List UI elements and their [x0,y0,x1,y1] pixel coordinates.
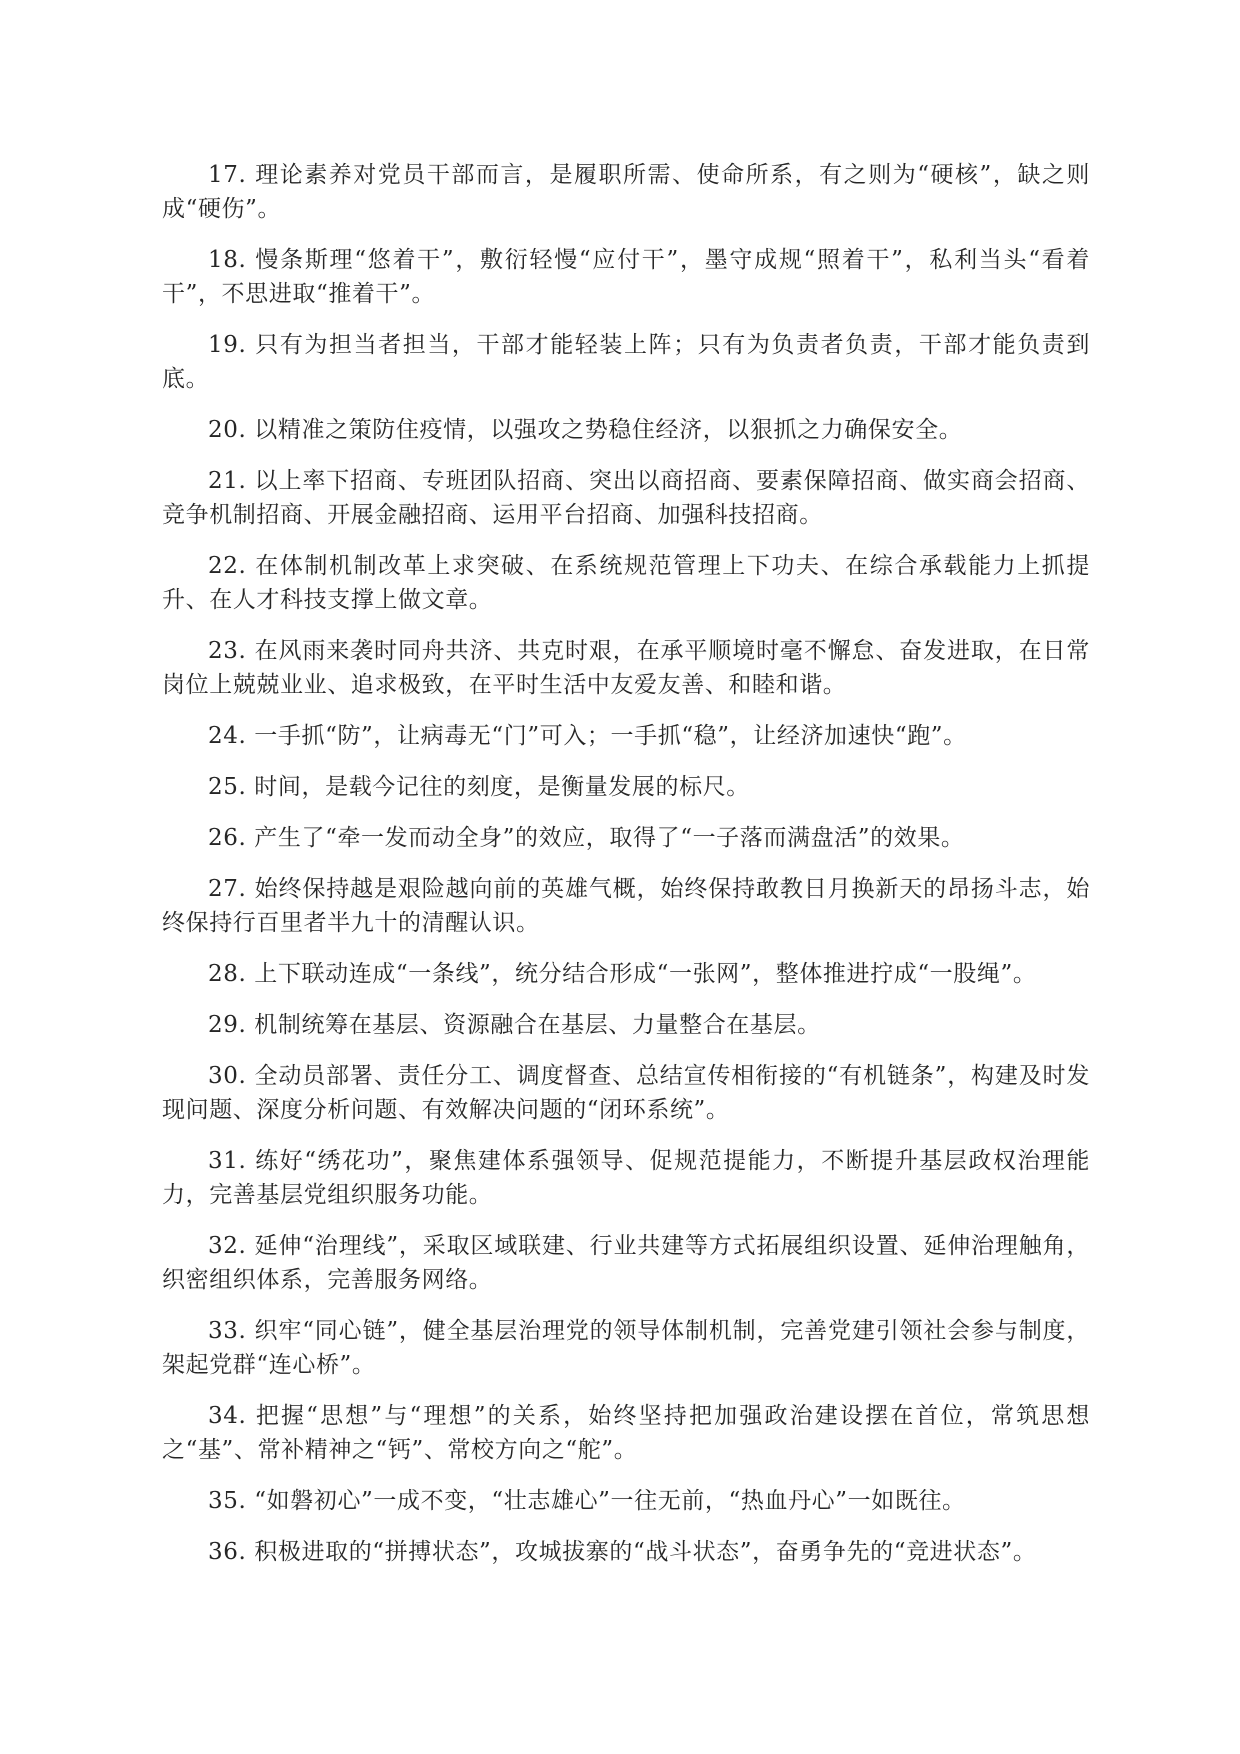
paragraph-25: 25. 时间，是载今记往的刻度，是衡量发展的标尺。 [208,774,750,800]
paragraph-30: 30. 全动员部署、责任分工、调度督查、总结宣传相衔接的“有机链条”，构建及时发现问题、深度分析问题、有效解决问题的“闭环系统”。 [162,1063,1090,1123]
paragraph-21: 21. 以上率下招商、专班团队招商、突出以商招商、要素保障招商、做实商会招商、竞争机制招商、开展金融招商、运用平台招商、加强科技招商。 [162,468,1090,528]
paragraph-36: 36. 积极进取的“拼搏状态”，攻城拔寨的“战斗状态”，奋勇争先的“竞进状态”。 [208,1539,1037,1565]
paragraph-26: 26. 产生了“牵一发而动全身”的效应，取得了“一子落而满盘活”的效果。 [208,825,965,851]
paragraph-18: 18. 慢条斯理“悠着干”，敷衍轻慢“应付干”，墨守成规“照着干”，私利当头“看着干”，不思进取“推着干”。 [162,247,1090,307]
paragraph-32: 32. 延伸“治理线”，采取区域联建、行业共建等方式拓展组织设置、延伸治理触角，织密组织体系，完善服务网络。 [162,1233,1090,1293]
paragraph-29: 29. 机制统筹在基层、资源融合在基层、力量整合在基层。 [208,1012,821,1038]
paragraph-31: 31. 练好“绣花功”，聚焦建体系强领导、促规范提能力，不断提升基层政权治理能力，完善基层党组织服务功能。 [162,1148,1090,1208]
paragraph-27: 27. 始终保持越是艰险越向前的英雄气概，始终保持敢教日月换新天的昂扬斗志，始终保持行百里者半九十的清醒认识。 [162,876,1090,936]
paragraph-22: 22. 在体制机制改革上求突破、在系统规范管理上下功夫、在综合承载能力上抓提升、在人才科技支撑上做文章。 [162,553,1090,613]
paragraph-28: 28. 上下联动连成“一条线”，统分结合形成“一张网”，整体推进拧成“一股绳”。 [208,961,1037,987]
document-body [162,158,1090,1586]
paragraph-35: 35. “如磐初心”一成不变，“壮志雄心”一往无前，“热血丹心”一如既往。 [208,1488,966,1514]
paragraph-23: 23. 在风雨来袭时同舟共济、共克时艰，在承平顺境时毫不懈怠、奋发进取，在日常岗位上兢兢业业、追求极致，在平时生活中友爱友善、和睦和谐。 [162,638,1090,698]
paragraph-17: 17. 理论素养对党员干部而言，是履职所需、使命所系，有之则为“硬核”，缺之则成“硬伤”。 [162,162,1090,222]
paragraph-33: 33. 织牢“同心链”，健全基层治理党的领导体制机制，完善党建引领社会参与制度，架起党群“连心桥”。 [162,1318,1090,1378]
paragraph-19: 19. 只有为担当者担当，干部才能轻装上阵；只有为负责者负责，干部才能负责到底。 [162,332,1090,392]
paragraph-20: 20. 以精准之策防住疫情，以强攻之势稳住经济，以狠抓之力确保安全。 [208,417,963,443]
paragraph-24: 24. 一手抓“防”，让病毒无“门”可入；一手抓“稳”，让经济加速快“跑”。 [208,723,967,749]
paragraph-34: 34. 把握“思想”与“理想”的关系，始终坚持把加强政治建设摆在首位，常筑思想之“基”、常补精神之“钙”、常校方向之“舵”。 [162,1403,1090,1463]
